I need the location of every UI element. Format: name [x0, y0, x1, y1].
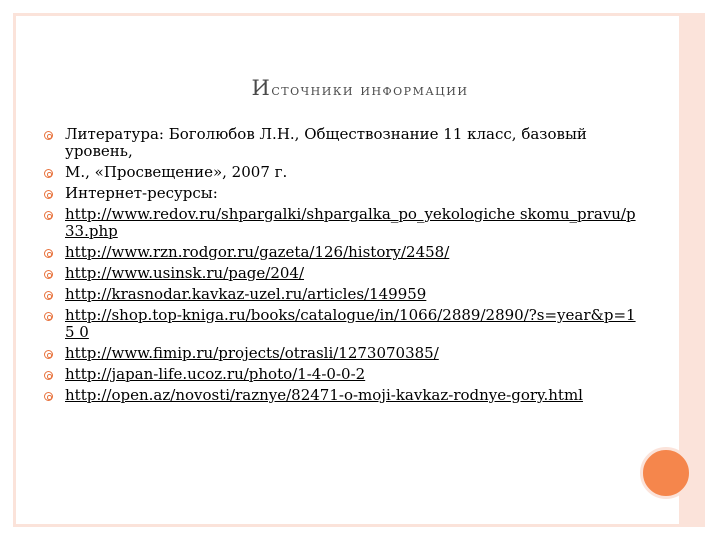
source-link[interactable]: http://open.az/novosti/raznye/82471-o-moji-kavkaz-rodnye-gory.html: [65, 386, 583, 404]
list-item: [44, 244, 644, 261]
circle-bullet-icon: [44, 392, 53, 401]
circle-bullet-icon: [44, 291, 53, 300]
source-link[interactable]: http://www.usinsk.ru/page/204/: [65, 264, 305, 282]
circle-bullet-icon: [44, 169, 53, 178]
list-item: [44, 366, 644, 383]
list-item: [44, 265, 644, 282]
circle-bullet-icon: [44, 211, 53, 220]
source-link[interactable]: http://www.rzn.rodgor.ru/gazeta/126/history/2458/: [65, 243, 450, 261]
sources-list: [44, 126, 644, 408]
list-item: [44, 206, 644, 240]
source-link[interactable]: http://krasnodar.kavkaz-uzel.ru/articles/149959: [65, 285, 427, 303]
list-item: [44, 164, 644, 181]
list-item: [44, 387, 644, 404]
list-item: [44, 126, 644, 160]
item-text: Литература: Боголюбов Л.Н., Обществознание 11 класс, базовый уровень,: [65, 125, 587, 160]
title-rest: сточники информации: [271, 81, 469, 99]
circle-bullet-icon: [44, 350, 53, 359]
circle-bullet-icon: [44, 270, 53, 279]
circle-bullet-icon: [44, 312, 53, 321]
source-link[interactable]: http://shop.top-kniga.ru/books/catalogue/in/1066/2889/2890/?s=year&p=15 0: [65, 306, 636, 341]
list-item: [44, 345, 644, 362]
list-item: [44, 307, 644, 341]
circle-bullet-icon: [44, 371, 53, 380]
source-link[interactable]: http://www.redov.ru/shpargalki/shpargalka_po_yekologiche skomu_pravu/p33.php: [65, 205, 636, 240]
list-item: [44, 185, 644, 202]
title-initial: И: [251, 76, 272, 100]
slide-title: [0, 76, 720, 100]
item-text: Интернет-ресурсы:: [65, 184, 218, 202]
circle-bullet-icon: [44, 190, 53, 199]
decorative-circle: [640, 447, 692, 499]
list-item: [44, 286, 644, 303]
circle-bullet-icon: [44, 249, 53, 258]
item-text: М., «Просвещение», 2007 г.: [65, 163, 288, 181]
source-link[interactable]: http://japan-life.ucoz.ru/photo/1-4-0-0-2: [65, 365, 366, 383]
circle-bullet-icon: [44, 131, 53, 140]
source-link[interactable]: http://www.fimip.ru/projects/otrasli/1273070385/: [65, 344, 439, 362]
